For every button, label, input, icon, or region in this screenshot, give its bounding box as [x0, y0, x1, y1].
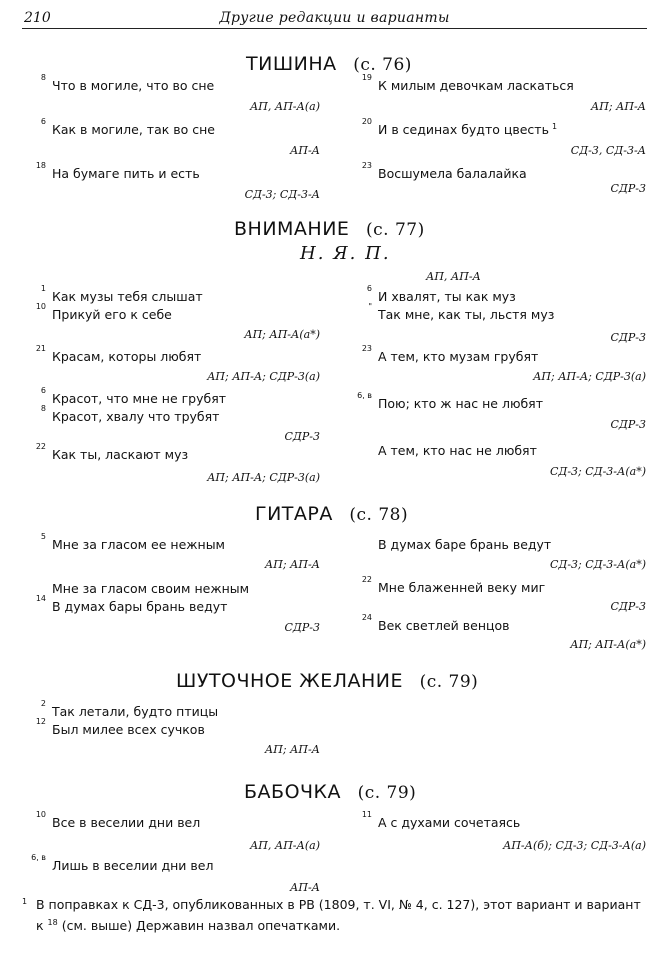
line-marker: 21	[35, 344, 46, 353]
line-marker: 2	[40, 699, 46, 708]
source-ref: АП-А	[290, 144, 320, 157]
source-ref: СД-3; СД-3-А(а*)	[549, 558, 646, 571]
verse-line	[361, 73, 574, 93]
line-text: Как в могиле, так во сне	[52, 122, 215, 137]
line-marker: 12	[35, 717, 46, 726]
title-ref: (с. 79)	[357, 783, 417, 803]
line-marker: 22	[361, 575, 372, 584]
verse-line	[361, 161, 527, 181]
verse-line	[40, 284, 203, 304]
line-marker: 11	[361, 810, 372, 819]
verse-line	[357, 391, 543, 411]
line-marker: 14	[35, 594, 46, 603]
line-text: Лишь в веселии дни вел	[52, 858, 214, 873]
line-marker: 24	[361, 613, 372, 622]
page-header	[22, 6, 647, 29]
source-ref: СД-3, СД-3-А	[570, 144, 646, 157]
line-marker: "	[368, 302, 372, 311]
footnote-line-2-pre: к	[36, 918, 44, 934]
verse-line	[40, 117, 215, 137]
verse-line	[366, 284, 516, 304]
verse-line	[361, 344, 539, 364]
source-ref: АП-А	[290, 881, 320, 894]
verse-line	[361, 810, 521, 830]
verse-line	[40, 699, 219, 719]
source-ref: СДР-3	[610, 331, 646, 344]
source-ref: АП; АП-А; СДР-3(а)	[533, 370, 646, 383]
line-text: Как ты, ласкают муз	[52, 447, 189, 462]
source-ref: АП; АП-А; СДР-3(а)	[207, 370, 320, 383]
verse-line	[378, 443, 537, 458]
line-text: Так мне, как ты, льстя муз	[378, 307, 555, 322]
verse-line	[40, 404, 220, 424]
line-text: А тем, кто нас не любят	[378, 443, 537, 458]
line-text: А тем, кто музам грубят	[378, 349, 539, 364]
source-ref: АП; АП-А(а*)	[244, 328, 320, 341]
line-marker: 8	[40, 73, 46, 82]
verse-line	[40, 73, 215, 93]
footnote-marker: 1	[22, 897, 28, 906]
line-text: Все в веселии дни вел	[52, 815, 201, 830]
verse-line	[378, 537, 551, 552]
line-text: Красам, которы любят	[52, 349, 202, 364]
line-marker: 5	[40, 532, 46, 541]
line-text: К милым девочкам ласкаться	[378, 78, 574, 93]
verse-line	[35, 161, 200, 181]
source-ref: АП, АП-А(а)	[249, 839, 320, 852]
line-marker: 6	[366, 284, 372, 293]
line-marker: 23	[361, 344, 372, 353]
title-text: ШУТОЧНОЕ ЖЕЛАНИЕ	[176, 670, 404, 692]
source-ref: СД-3; СД-3-А	[244, 188, 320, 201]
line-marker: 8	[40, 404, 46, 413]
line-text: И в сединах будто цвесть	[378, 122, 549, 138]
source-ref: СДР-3	[610, 600, 646, 613]
source-ref: СДР-3	[284, 621, 320, 634]
source-ref: СД-3; СД-3-А(а*)	[549, 465, 646, 478]
line-marker: 22	[35, 442, 46, 451]
title-ref: (с. 78)	[349, 505, 409, 525]
line-text: Как музы тебя слышат	[52, 289, 203, 304]
line-text: Прикуй его к себе	[52, 307, 172, 322]
section-title-vnimanie	[234, 218, 425, 240]
line-marker: 1	[40, 284, 46, 293]
verse-line	[368, 302, 555, 322]
line-text: Так летали, будто птицы	[52, 704, 219, 719]
title-text: ВНИМАНИЕ	[234, 218, 350, 240]
line-marker: 6, в	[357, 391, 372, 400]
source-ref: АП, АП-А	[426, 270, 481, 283]
line-marker: 19	[361, 73, 372, 82]
page-number: 210	[24, 10, 51, 26]
line-text: На бумаге пить и есть	[52, 166, 200, 181]
line-marker: 6	[40, 117, 46, 126]
section-title-shutochnoe	[176, 670, 478, 692]
verse-line	[31, 853, 214, 873]
source-ref: АП; АП-А; СДР-3(а)	[207, 471, 320, 484]
line-text: Мне за гласом ее нежным	[52, 537, 225, 552]
verse-line	[35, 810, 201, 830]
line-marker: 10	[35, 302, 46, 311]
source-ref: АП; АП-А(а*)	[570, 638, 646, 651]
source-ref: СДР-3	[610, 418, 646, 431]
line-marker: 10	[35, 810, 46, 819]
title-ref: (с. 76)	[353, 55, 412, 75]
title-text: ГИТАРА	[255, 503, 333, 525]
line-marker: 6, в	[31, 853, 46, 862]
line-text: Восшумела балалайка	[378, 166, 527, 181]
line-text: И хвалят, ты как муз	[378, 289, 516, 304]
title-text: БАБОЧКА	[244, 781, 342, 803]
verse-line	[35, 344, 202, 364]
footnote	[22, 896, 652, 935]
line-marker: 6	[40, 386, 46, 395]
verse-line	[35, 594, 228, 614]
source-ref: АП; АП-А	[264, 743, 320, 756]
line-text: Что в могиле, что во сне	[52, 78, 215, 93]
verse-line	[361, 117, 558, 138]
line-text: Красот, хвалу что трубят	[52, 409, 220, 424]
verse-line	[361, 575, 546, 595]
footnote-line-2-sup: 18	[47, 918, 58, 927]
footnote-line-1: В поправках к СД-3, опубликованных в РВ (1809, т. VI, № 4, с. 127), этот вариант и вариант	[36, 897, 641, 912]
section-title-tishina	[246, 53, 412, 75]
title-ref: (с. 79)	[419, 672, 479, 692]
line-marker: 23	[361, 161, 372, 170]
line-text: Пою; кто ж нас не любят	[378, 396, 543, 411]
line-text: Был милее всех сучков	[52, 722, 205, 737]
verse-line	[361, 613, 510, 633]
footnote-line-2-post: (см. выше) Державин назвал опечатками.	[61, 918, 341, 934]
title-ref: (с. 77)	[365, 220, 425, 240]
running-title: Другие редакции и варианты	[219, 10, 450, 26]
source-ref: АП-А(б); СД-3; СД-3-А(а)	[502, 839, 646, 852]
line-marker: 18	[35, 161, 46, 170]
verse-line	[35, 717, 205, 737]
line-text: А с духами сочетаясь	[378, 815, 521, 830]
source-ref: АП; АП-А	[264, 558, 320, 571]
verse-line	[52, 581, 249, 596]
source-ref: АП, АП-А(а)	[249, 100, 320, 113]
source-ref: АП; АП-А	[590, 100, 646, 113]
verse-line	[40, 532, 225, 552]
line-marker: 20	[361, 117, 372, 126]
line-text: Красот, что мне не грубят	[52, 391, 227, 406]
line-text: Мне за гласом своим нежным	[52, 581, 250, 596]
line-text: Мне блаженней веку миг	[378, 580, 546, 595]
title-text: ТИШИНА	[246, 53, 337, 75]
verse-line	[35, 302, 172, 322]
verse-line	[35, 442, 189, 462]
line-text: В думах баре брань ведут	[378, 537, 552, 552]
footnote-ref: 1	[551, 122, 558, 131]
section-title-gitara	[255, 503, 408, 525]
section-subtitle: Н. Я. П.	[300, 243, 391, 264]
line-text: Век светлей венцов	[378, 618, 510, 633]
section-title-babochka	[244, 781, 416, 803]
source-ref: СДР-3	[284, 430, 320, 443]
source-ref: СДР-3	[610, 182, 646, 195]
line-text: В думах бары брань ведут	[52, 599, 228, 614]
verse-line	[40, 386, 227, 406]
